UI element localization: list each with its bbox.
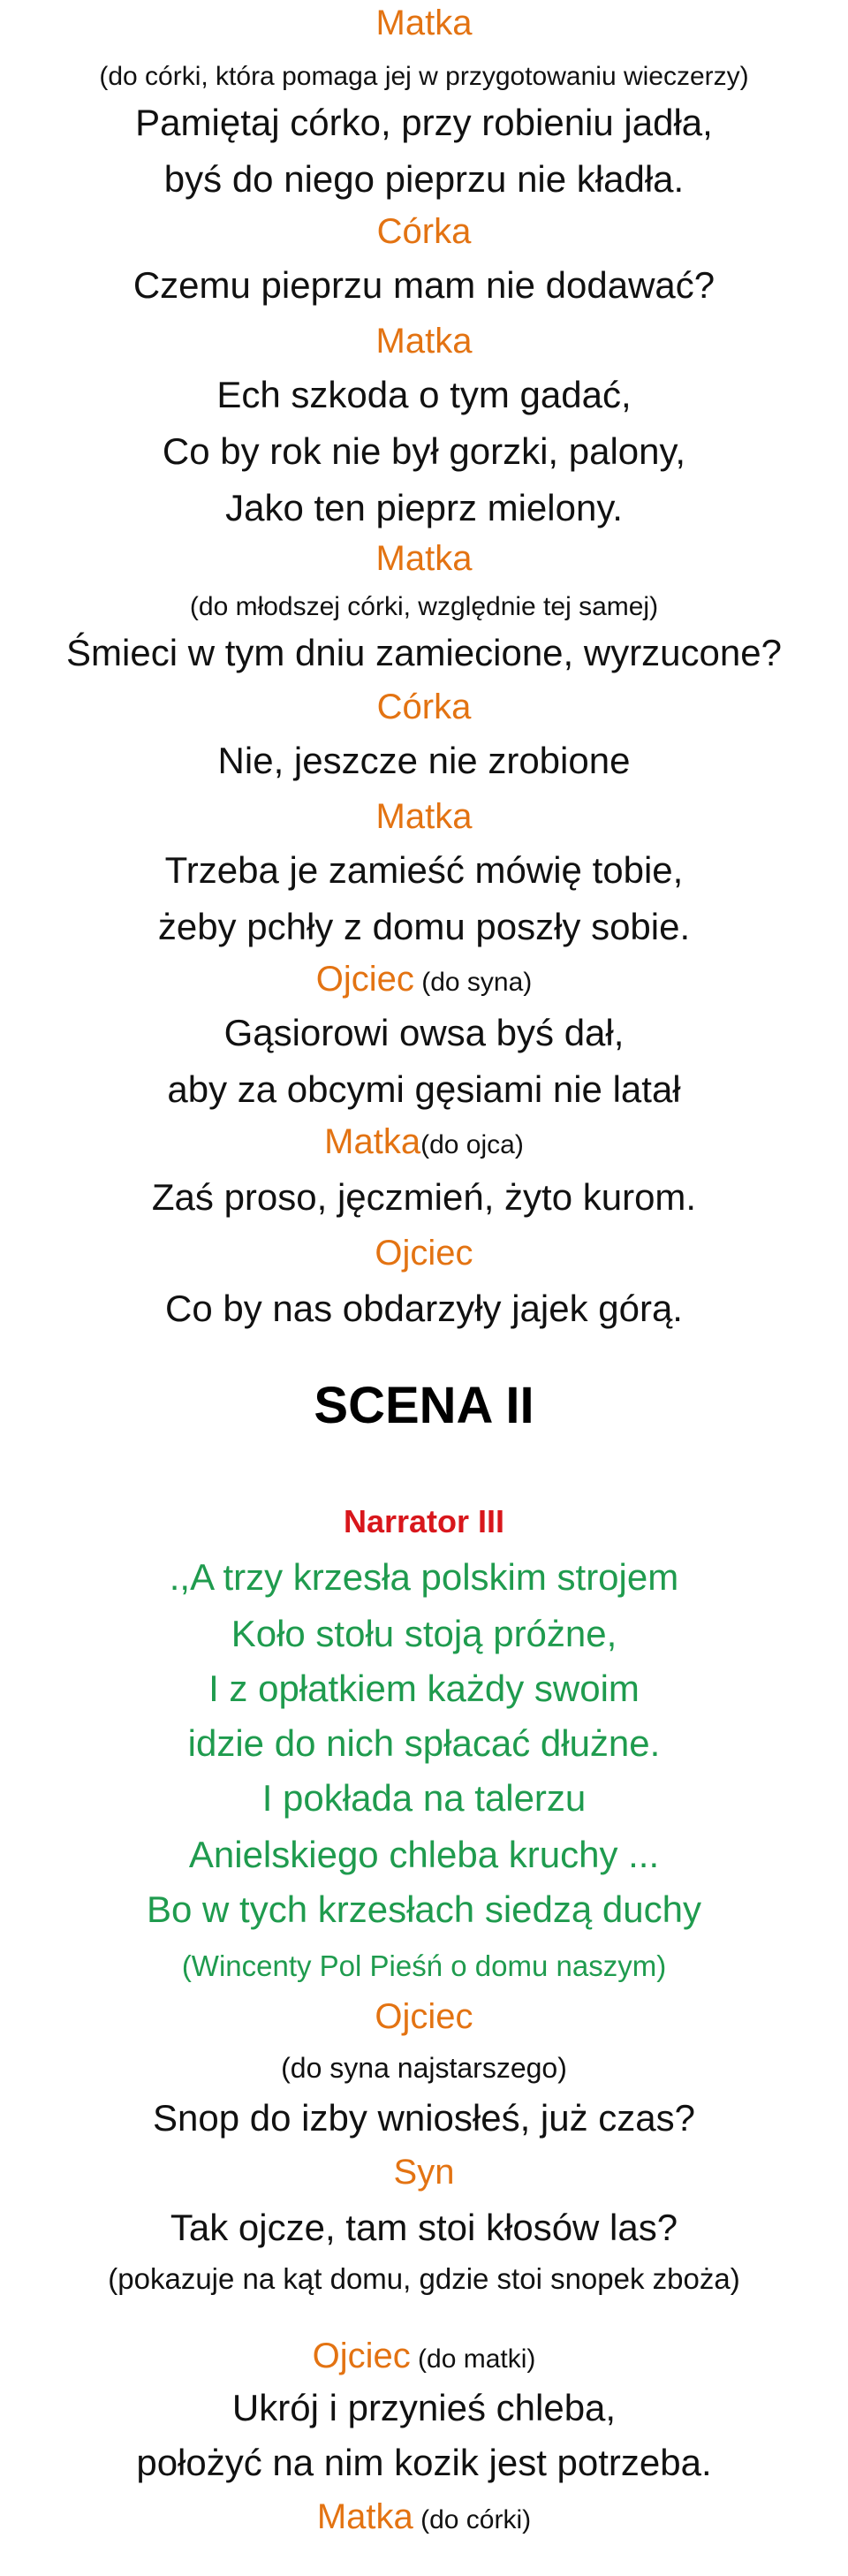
dialogue-line: byś do niego pieprzu nie kładła.	[163, 158, 685, 200]
poem-line: I pokłada na talerzu	[261, 1777, 587, 1819]
speaker-name: Ojciec	[315, 960, 414, 999]
dialogue-line: Nie, jeszcze nie zrobione	[217, 740, 631, 781]
stage-direction: (do matki)	[410, 2344, 536, 2374]
scene-heading: SCENA II	[314, 1377, 534, 1434]
stage-direction: (pokazuje na kąt domu, gdzie stoi snopek zboża)	[108, 2262, 740, 2295]
poem-line: Koło stołu stoją próżne,	[231, 1613, 617, 1654]
dialogue-line: Śmieci w tym dniu zamiecione, wyrzucone?	[66, 632, 782, 673]
speaker-line	[0, 2499, 848, 2534]
stage-direction: (do młodszej córki, względnie tej samej)	[189, 592, 659, 621]
stage-direction: (do syna)	[413, 968, 533, 997]
dialogue-line: Ukrój i przynieś chleba,	[231, 2387, 617, 2428]
stage-direction: (do ojca)	[420, 1130, 524, 1159]
speaker-name: Syn	[393, 2153, 455, 2192]
stage-direction: (do córki, która pomaga jej w przygotowaniu wieczerzy)	[99, 62, 749, 91]
speaker-name: Matka	[316, 2497, 413, 2536]
dialogue-line: Czemu pieprzu mam nie dodawać?	[132, 264, 716, 306]
speaker-line	[0, 2338, 848, 2374]
dialogue-line: Pamiętaj córko, przy robieniu jadła,	[135, 102, 713, 143]
dialogue-line: Zaś proso, jęczmień, żyto kurom.	[151, 1176, 697, 1218]
dialogue-line: Gąsiorowi owsa byś dał,	[223, 1012, 625, 1053]
dialogue-line: aby za obcymi gęsiami nie latał	[167, 1068, 681, 1110]
speaker-name: Matka	[375, 797, 473, 836]
poem-line: Anielskiego chleba kruchy ...	[188, 1834, 660, 1875]
speaker-name: Matka	[375, 539, 473, 578]
poem-line: idzie do nich spłacać dłużne.	[187, 1722, 661, 1764]
poem-line: .,A trzy krzesła polskim strojem	[169, 1556, 679, 1598]
dialogue-line: Trzeba je zamieść mówię tobie,	[164, 849, 684, 891]
dialogue-line: Co by rok nie był gorzki, palony,	[162, 430, 686, 472]
speaker-name: Matka	[324, 1122, 421, 1161]
speaker-name: Ojciec	[375, 1997, 473, 2036]
stage-direction: (do córki)	[413, 2505, 532, 2534]
poem-source: (Wincenty Pol Pieśń o domu naszym)	[181, 1949, 667, 1982]
dialogue-line: Ech szkoda o tym gadać,	[216, 374, 632, 415]
dialogue-line: Snop do izby wniosłeś, już czas?	[153, 2097, 695, 2139]
dialogue-line: położyć na nim kozik jest potrzeba.	[136, 2442, 712, 2483]
speaker-name: Ojciec	[312, 2337, 411, 2375]
speaker-name: Matka	[375, 4, 473, 42]
speaker-line	[0, 961, 848, 997]
speaker-name: Córka	[376, 212, 472, 251]
dialogue-line: Co by nas obdarzyły jajek górą.	[165, 1288, 683, 1329]
narrator-name: Narrator III	[343, 1503, 505, 1539]
stage-direction: (do syna najstarszego)	[281, 2052, 567, 2084]
speaker-name: Ojciec	[375, 1234, 473, 1273]
dialogue-line: Tak ojcze, tam stoi kłosów las?	[170, 2207, 678, 2248]
dialogue-line: Jako ten pieprz mielony.	[225, 487, 623, 528]
speaker-name: Córka	[376, 688, 472, 726]
speaker-name: Matka	[375, 322, 473, 361]
poem-line: Bo w tych krzesłach siedzą duchy	[147, 1888, 701, 1930]
speaker-line	[0, 1124, 848, 1159]
poem-line: I z opłatkiem każdy swoim	[208, 1668, 640, 1709]
dialogue-line: żeby pchły z domu poszły sobie.	[157, 906, 691, 947]
